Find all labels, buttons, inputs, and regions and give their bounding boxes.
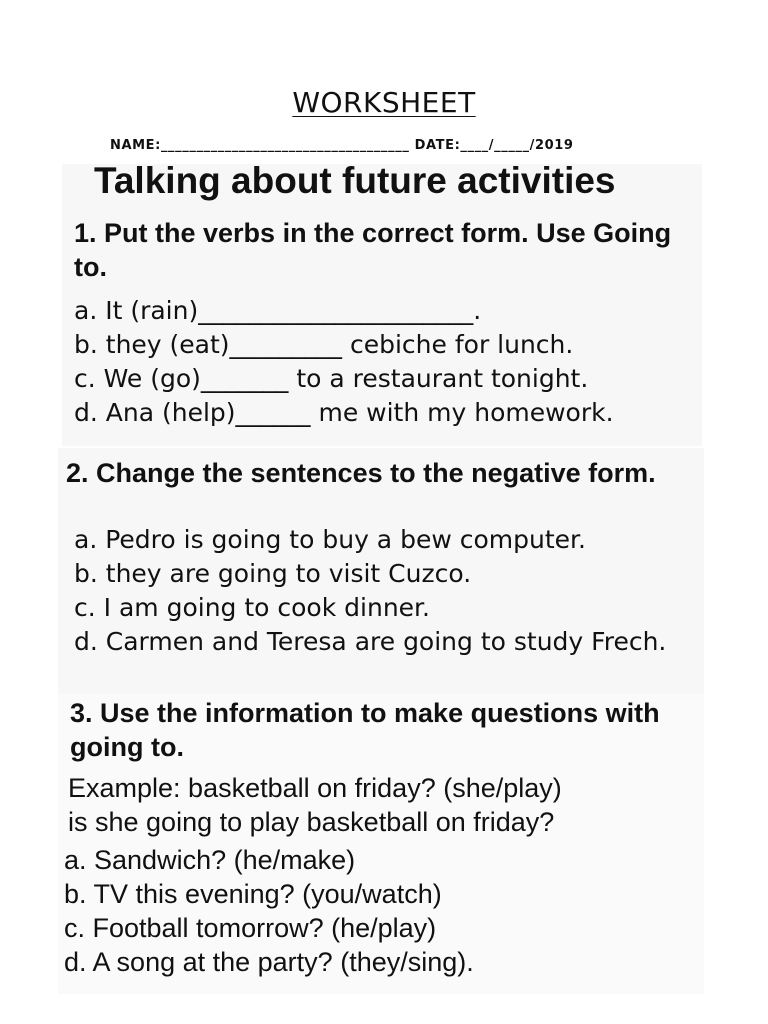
section-1-item-d: d. Ana (help)______ me with my homework.	[74, 398, 614, 427]
section-2-item-d: d. Carmen and Teresa are going to study Frech.	[74, 627, 667, 656]
worksheet-heading: Talking about future activities	[94, 160, 616, 201]
section-2-item-a: a. Pedro is going to buy a bew computer.	[74, 525, 586, 554]
section-1-item-b: b. they (eat)_________ cebiche for lunch.	[74, 330, 574, 359]
section-1-item-a: a. It (rain)______________________.	[74, 296, 482, 325]
section-3-item-b: b. TV this evening? (you/watch)	[64, 879, 442, 909]
section-3-example-prompt: Example: basketball on friday? (she/play)	[68, 773, 562, 803]
section-2-instruction: 2. Change the sentences to the negative form.	[66, 458, 656, 488]
name-date-line: NAME:___________________________________ DATE:____/_____/2019	[110, 138, 574, 153]
section-3-example-answer: is she going to play basketball on friday?	[68, 807, 555, 837]
section-1-item-c: c. We (go)_______ to a restaurant tonight.	[74, 364, 589, 393]
section-3-item-d: d. A song at the party? (they/sing).	[64, 947, 474, 977]
worksheet-title: WORKSHEET	[292, 86, 476, 119]
section-3-item-a: a. Sandwich? (he/make)	[64, 845, 356, 875]
section-2-item-b: b. they are going to visit Cuzco.	[74, 559, 472, 588]
section-1-instruction: 1. Put the verbs in the correct form. Use Going to.	[74, 218, 672, 282]
section-3-instruction: 3. Use the information to make questions with going to.	[70, 698, 660, 762]
section-3-item-c: c. Football tomorrow? (he/play)	[64, 913, 437, 943]
section-2-item-c: c. I am going to cook dinner.	[74, 593, 430, 622]
